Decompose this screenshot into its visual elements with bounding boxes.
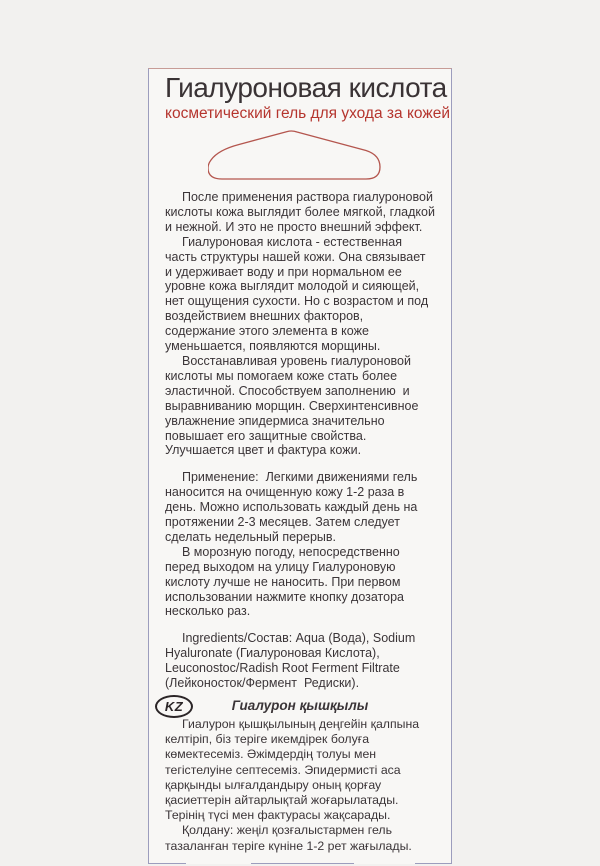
euro-slot-outline-icon bbox=[208, 129, 382, 181]
product-label bbox=[148, 68, 452, 864]
kz-heading: Гиалурон қышқылы bbox=[231, 698, 369, 713]
label-body-text bbox=[165, 190, 439, 691]
label-bottom-border-segment bbox=[149, 863, 186, 864]
label-bottom-border-segment bbox=[251, 863, 354, 864]
usage-paragraph: Применение: Легкими движениями гель наносится на очищенную кожу 1-2 раза в день. Можно использовать каждый день на протяжении 2-3 месяцев. Затем следует сделать недельный перерыв. bbox=[165, 470, 421, 544]
kz-section-header bbox=[165, 695, 435, 717]
product-title: Гиалуроновая кислота bbox=[165, 72, 447, 103]
body-paragraph: Восстанавливая уровень гиалуроновой кислоты мы помогаем коже стать более эластичной. Способствуем заполнению и выравниванию морщин. Сверхинтенсивное увлажнение эпидермиса значительно повышает его защитные свойства. Улучшается цвет и фактура кожи. bbox=[165, 353, 422, 458]
label-bottom-border-segment bbox=[415, 863, 451, 864]
kz-country-badge: KZ bbox=[155, 695, 193, 718]
kz-paragraph: Қолдану: жеңіл қозғалыстармен гель тазаланған теріге күніне 1-2 рет жағылады. bbox=[165, 823, 412, 853]
product-subtitle: косметический гель для ухода за кожей bbox=[165, 105, 450, 122]
body-paragraph: Гиалуроновая кислота - естественная часть структуры нашей кожи. Она связывает и удерживает воду и при нормальном ее уровне кожа выглядит молодой и сияющей, нет ощущения сухости. Но с возрастом и под воздействием внешних факторов, содержание этого элемента в коже уменьшается, появляются морщины. bbox=[165, 234, 432, 354]
usage-paragraph: В морозную погоду, непосредственно перед выходом на улицу Гиалуроновую кислоту лучше не наносить. При первом использовании нажмите кнопку дозатора несколько раз. bbox=[165, 544, 408, 619]
kz-paragraph: Гиалурон қышқылының деңгейін қалпына келтіріп, біз теріге икемдірек болуға көмектесеміз. Әжімдердің толуы мен тегістелуіне септесеміз. Эпидермисті аса қарқынды ылғалдандыру оның қорғау қасиеттерін айтарлықтай жоғарылатады. Терінің түсі мен фактурасы жақсарады. bbox=[165, 717, 423, 823]
ingredients-paragraph: Ingredients/Состав: Aqua (Вода), Sodium Hyaluronate (Гиалуроновая Кислота), Leuconostoc/Radish Root Ferment Filtrate (Лейконосток/Фермент Редиски). bbox=[165, 631, 419, 691]
body-paragraph: После применения раствора гиалуроновой кислоты кожа выглядит более мягкой, гладкой и нежной. И это не просто внешний эффект. bbox=[165, 190, 439, 234]
euro-slot-cutout bbox=[208, 129, 382, 181]
